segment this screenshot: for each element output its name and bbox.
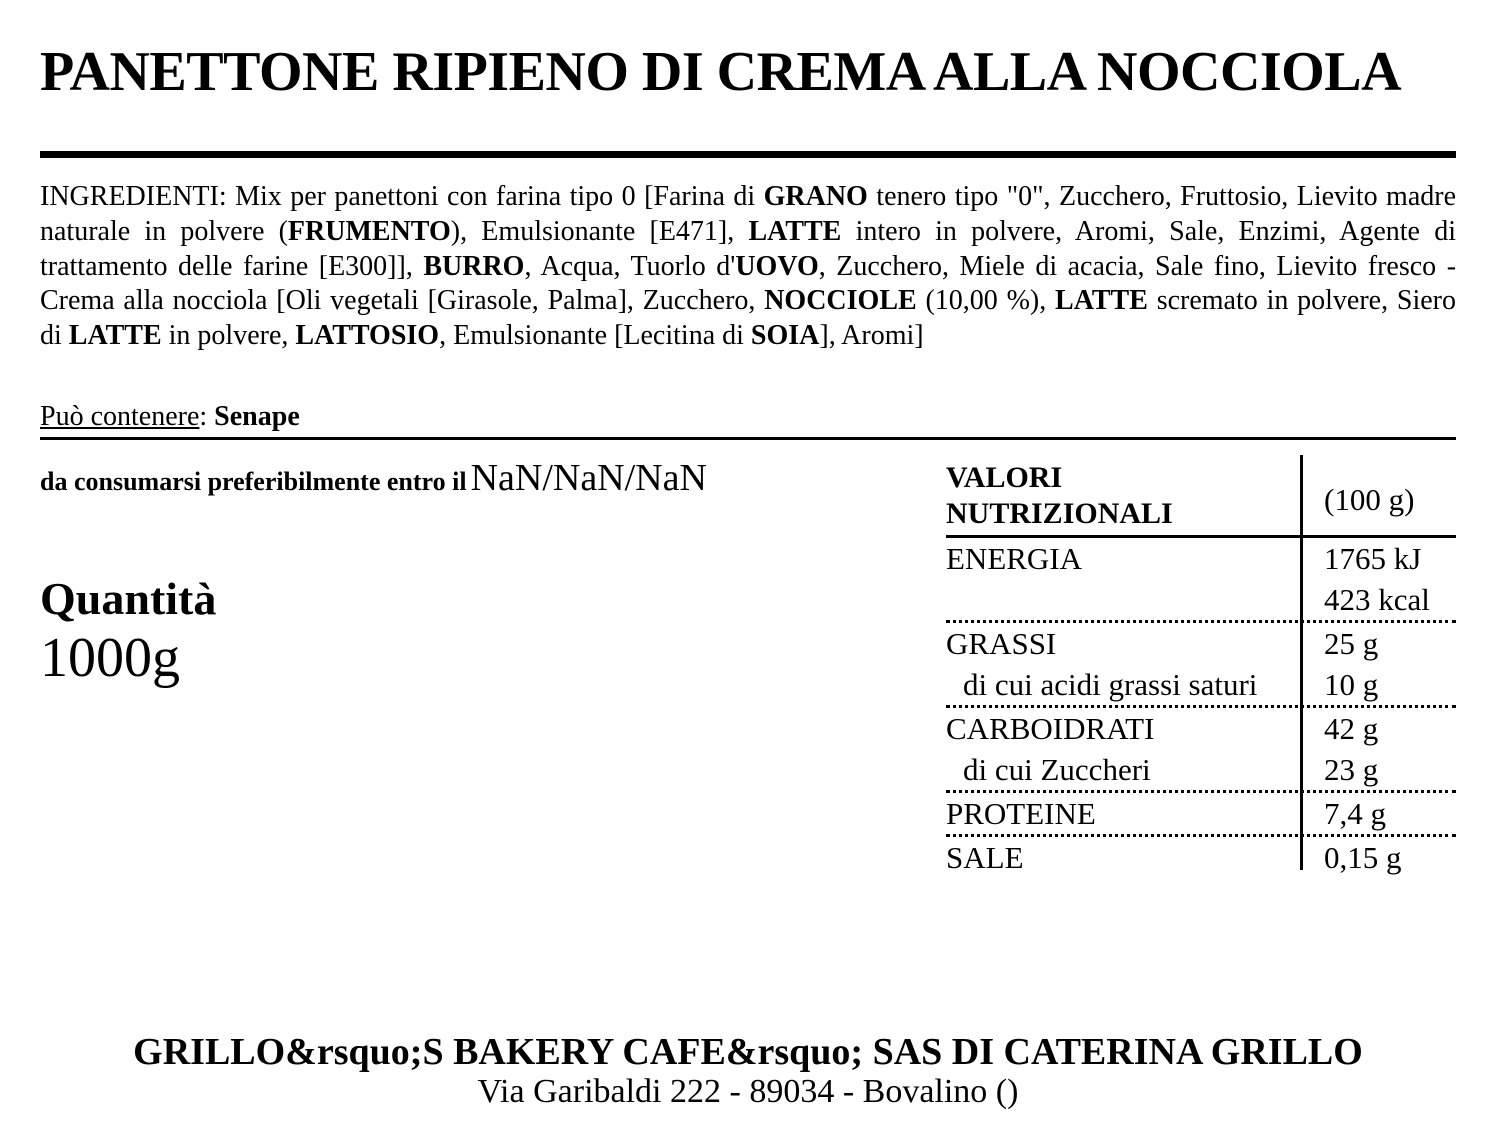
nutrient-value: 25 g — [1324, 626, 1379, 661]
nutrition-row — [946, 708, 1456, 749]
nutrient-value: 423 kcal — [1324, 582, 1430, 617]
quantity-label: Quantità — [40, 573, 217, 624]
ingredient-text: , Acqua, Tuorlo d' — [524, 250, 736, 282]
nutrient-name: ENERGIA — [946, 541, 1083, 576]
ingredient-text: scremato in polvere, Siero di — [40, 285, 1456, 352]
allergen-text: UOVO — [735, 250, 819, 282]
allergen-text: BURRO — [423, 250, 525, 282]
ingredients-label: INGREDIENTI: — [40, 181, 227, 212]
ingredient-text: Mix per panettoni con farina tipo 0 [Farina di — [226, 181, 764, 212]
may-contain-label: Può contenere — [40, 401, 200, 432]
ingredient-text: tenero tipo "0", Zucchero, Fruttosio, Lievito madre naturale in polvere ( — [40, 181, 1457, 247]
nutrient-value: 1765 kJ — [1324, 541, 1422, 576]
ingredient-text: , Zucchero, Miele di acacia, Sale fino, Lievito fresco - Crema alla nocciola [Oli vegetali [Girasole, Palma], Zucchero, — [40, 250, 1457, 317]
ingredient-text: ), Emulsionante [E471], — [450, 215, 749, 247]
ingredients-text — [40, 180, 1456, 354]
allergen-text: LATTOSIO — [295, 320, 440, 352]
allergen-text: LATTE — [1055, 285, 1148, 317]
may-contain-separator: : — [199, 401, 215, 432]
ingredients-body — [40, 181, 1456, 351]
nutrient-value: 0,15 g — [1324, 840, 1402, 875]
allergen-text: FRUMENTO — [287, 215, 451, 247]
ingredient-text: in polvere, — [161, 320, 296, 352]
nutrient-value: 42 g — [1324, 711, 1379, 746]
nutrition-per-amount: (100 g) — [1324, 482, 1415, 517]
nutrition-row — [946, 837, 1456, 878]
nutrition-row — [946, 579, 1456, 623]
nutrition-row — [946, 749, 1456, 793]
nutrition-rows — [946, 538, 1456, 878]
nutrition-title — [946, 455, 1302, 535]
nutrition-row — [946, 793, 1456, 837]
best-before-label: da consumarsi preferibilmente entro il — [40, 467, 467, 496]
nutrition-row — [946, 538, 1456, 579]
nutrition-title-line2: NUTRIZIONALI — [946, 497, 1173, 530]
nutrient-value: 7,4 g — [1324, 796, 1386, 831]
allergen-text: NOCCIOLE — [764, 285, 917, 317]
nutrient-name: GRASSI — [946, 626, 1057, 661]
ingredient-text: (10,00 %), — [916, 285, 1056, 317]
best-before-date: NaN/NaN/NaN — [470, 457, 707, 499]
product-title: PANETTONE RIPIENO DI CREMA ALLA NOCCIOLA — [40, 41, 1402, 103]
may-contain-value: Senape — [214, 401, 300, 432]
nutrition-table — [946, 455, 1456, 878]
best-before — [40, 456, 707, 500]
nutrient-name: di cui acidi grassi saturi — [963, 667, 1258, 702]
nutrient-name — [946, 579, 1302, 620]
ingredient-text: intero in polvere, Aromi, Sale, Enzimi, Agente di trattamento delle farine [E300]], — [40, 215, 1456, 282]
allergen-text: GRANO — [763, 181, 868, 212]
nutrient-name: PROTEINE — [946, 796, 1096, 831]
divider-middle — [40, 437, 1456, 440]
nutrient-name: CARBOIDRATI — [946, 711, 1155, 746]
nutrition-row — [946, 664, 1456, 708]
allergen-text: LATTE — [68, 320, 162, 352]
quantity-value: 1000g — [40, 627, 180, 689]
nutrition-header — [946, 455, 1456, 538]
nutrient-value: 10 g — [1324, 667, 1379, 702]
divider-top — [40, 151, 1456, 158]
nutrition-row — [946, 623, 1456, 664]
allergen-text: SOIA — [750, 320, 820, 352]
ingredient-text: , Emulsionante [Lecitina di — [439, 320, 751, 352]
nutrient-name: SALE — [946, 840, 1024, 875]
company-name: GRILLO&rsquo;S BAKERY CAFE&rsquo; SAS DI CATERINA GRILLO — [133, 1031, 1363, 1073]
company-address: Via Garibaldi 222 - 89034 - Bovalino () — [477, 1073, 1019, 1110]
may-contain — [40, 400, 300, 434]
allergen-text: LATTE — [748, 215, 842, 247]
ingredient-text: ], Aromi] — [819, 320, 924, 352]
nutrition-title-line1: VALORI — [946, 461, 1063, 494]
nutrient-name: di cui Zuccheri — [963, 752, 1151, 787]
nutrient-value: 23 g — [1324, 752, 1379, 787]
